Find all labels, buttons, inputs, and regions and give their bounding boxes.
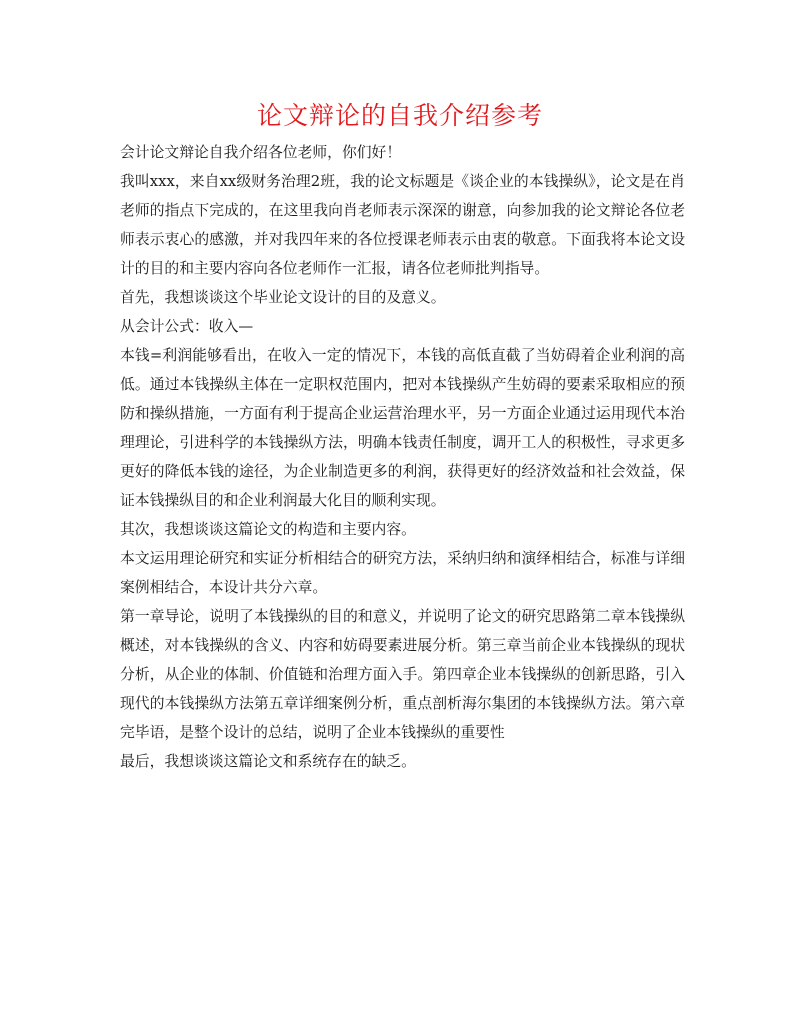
- paragraph-formula: 从会计公式：收入—: [120, 318, 254, 335]
- paragraph-purpose-heading: 首先，我想谈谈这个毕业论文设计的目的及意义。: [120, 289, 446, 306]
- paragraph-chapters: 第一章导论，说明了本钱操纵的目的和意义，并说明了论文的研究思路第二章本钱操纵概述，对本钱操纵的含义、内容和妨碍要素进展分析。第三章当前企业本钱操纵的现状分析，从企业的体制、价值链和治理方面入手。第四章企业本钱操纵的创新思路，引入现代的本钱操纵方法第五章详细案例分析，重点剖析海尔集团的本钱操纵方法。第六章完毕语，是整个设计的总结，说明了企业本钱操纵的重要性: [120, 608, 685, 741]
- page-title: 论文辩论的自我介绍参考: [256, 101, 543, 130]
- document-body: [120, 138, 685, 776]
- paragraph-method: 本文运用理论研究和实证分析相结合的研究方法，采纳归纳和演绎相结合，标准与详细案例相结合，本设计共分六章。: [120, 550, 685, 596]
- paragraph-significance: 本钱=利润能够看出，在收入一定的情况下，本钱的高低直截了当妨碍着企业利润的高低。通过本钱操纵主体在一定职权范围内，把对本钱操纵产生妨碍的要素采取相应的预防和操纵措施，一方面有利于提高企业运营治理水平，另一方面企业通过运用现代本治理理论，引进科学的本钱操纵方法，明确本钱责任制度，调开工人的积极性，寻求更多更好的降低本钱的途径，为企业制造更多的利润，获得更好的经济效益和社会效益，保证本钱操纵目的和企业利润最大化目的顺利实现。: [120, 347, 685, 509]
- paragraph-structure-heading: 其次，我想谈谈这篇论文的构造和主要内容。: [120, 521, 416, 538]
- paragraph-greeting: 会计论文辩论自我介绍各位老师，你们好！: [120, 144, 402, 161]
- paragraph-shortcomings: 最后，我想谈谈这篇论文和系统存在的缺乏。: [120, 753, 416, 770]
- paragraph-introduction: 我叫xxx，来自xx级财务治理2班，我的论文标题是《谈企业的本钱操纵》，论文是在肖老师的指点下完成的，在这里我向肖老师表示深深的谢意，向参加我的论文辩论各位老师表示衷心的感激，并对我四年来的各位授课老师表示由衷的敬意。下面我将本论文设计的目的和主要内容向各位老师作一汇报，请各位老师批判指导。: [120, 173, 685, 277]
